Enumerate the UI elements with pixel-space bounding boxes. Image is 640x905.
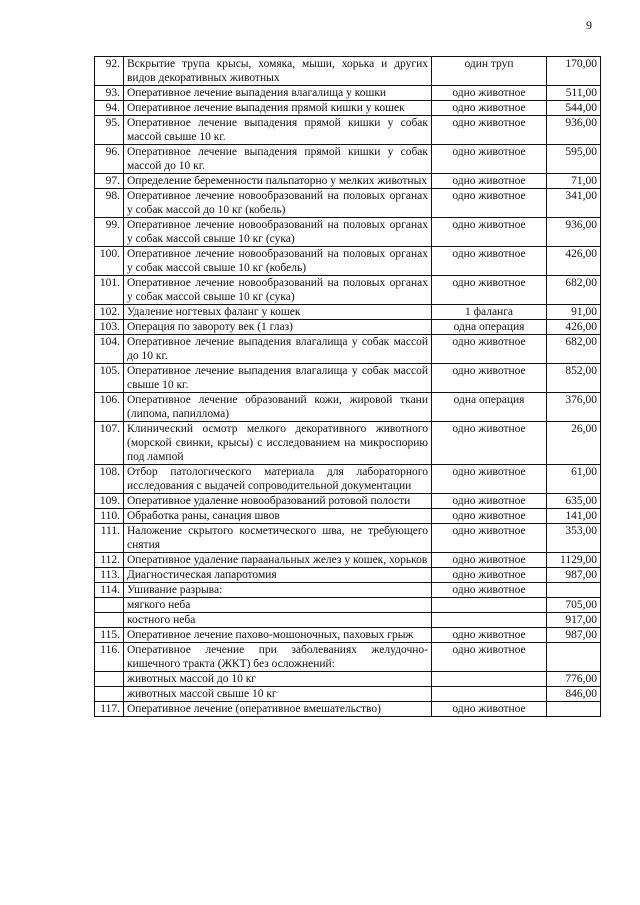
service-description: Оперативное лечение выпадения влагалища у собак массой до 10 кг. <box>124 335 432 364</box>
price-value: 141,00 <box>547 509 601 524</box>
unit-of-measure <box>432 613 547 628</box>
service-description: Оперативное лечение выпадения прямой кишки у собак массой свыше 10 кг. <box>124 116 432 145</box>
table-row <box>95 86 601 101</box>
service-description: Оперативное удаление параанальных желез у кошек, хорьков <box>124 553 432 568</box>
service-description: Диагностическая лапаротомия <box>124 568 432 583</box>
service-description: костного неба <box>124 613 432 628</box>
service-description: Ушивание разрыва: <box>124 583 432 598</box>
service-description: Оперативное лечение (оперативное вмешательство) <box>124 702 432 717</box>
table-row <box>95 320 601 335</box>
price-value: 544,00 <box>547 101 601 116</box>
service-description: Оперативное лечение выпадения влагалища у собак массой свыше 10 кг. <box>124 364 432 393</box>
service-description: Оперативное лечение новообразований на половых органах у собак массой свыше 10 кг (сука) <box>124 218 432 247</box>
service-description: Оперативное лечение выпадения прямой кишки у кошек <box>124 101 432 116</box>
service-description: Оперативное лечение при заболеваниях желудочно-кишечного тракта (ЖКТ) без осложнений: <box>124 643 432 672</box>
price-value: 987,00 <box>547 568 601 583</box>
row-number <box>95 613 124 628</box>
unit-of-measure: одно животное <box>432 335 547 364</box>
price-value: 426,00 <box>547 247 601 276</box>
price-value: 71,00 <box>547 174 601 189</box>
unit-of-measure: одно животное <box>432 101 547 116</box>
table-row <box>95 189 601 218</box>
unit-of-measure: одно животное <box>432 86 547 101</box>
unit-of-measure: одно животное <box>432 189 547 218</box>
table-row <box>95 568 601 583</box>
service-description: Клинический осмотр мелкого декоративного животного (морской свинки, крысы) с исследованием на микроспорию под лампой <box>124 422 432 465</box>
service-description: Наложение скрытого косметического шва, не требующего снятия <box>124 524 432 553</box>
table-row <box>95 57 601 86</box>
row-number <box>95 687 124 702</box>
row-number: 93. <box>95 86 124 101</box>
unit-of-measure: одно животное <box>432 628 547 643</box>
price-value: 170,00 <box>547 57 601 86</box>
price-value <box>547 702 601 717</box>
row-number: 104. <box>95 335 124 364</box>
table-row <box>95 247 601 276</box>
row-number: 113. <box>95 568 124 583</box>
price-value: 353,00 <box>547 524 601 553</box>
service-description: Оперативное лечение новообразований на половых органах у собак массой свыше 10 кг (кобель) <box>124 247 432 276</box>
price-value <box>547 643 601 672</box>
unit-of-measure: одно животное <box>432 702 547 717</box>
unit-of-measure: одно животное <box>432 422 547 465</box>
price-value: 61,00 <box>547 465 601 494</box>
unit-of-measure: одно животное <box>432 509 547 524</box>
service-description: мягкого неба <box>124 598 432 613</box>
table-row <box>95 553 601 568</box>
row-number: 102. <box>95 305 124 320</box>
table-row <box>95 145 601 174</box>
row-number: 94. <box>95 101 124 116</box>
table-row <box>95 465 601 494</box>
service-description: Оперативное удаление новообразований ротовой полости <box>124 494 432 509</box>
row-number: 106. <box>95 393 124 422</box>
row-number: 101. <box>95 276 124 305</box>
row-number: 112. <box>95 553 124 568</box>
unit-of-measure: одно животное <box>432 364 547 393</box>
price-value: 341,00 <box>547 189 601 218</box>
row-number: 114. <box>95 583 124 598</box>
row-number: 105. <box>95 364 124 393</box>
price-value: 846,00 <box>547 687 601 702</box>
table-row <box>95 613 601 628</box>
price-value: 1129,00 <box>547 553 601 568</box>
price-value: 852,00 <box>547 364 601 393</box>
price-value: 987,00 <box>547 628 601 643</box>
unit-of-measure: одно животное <box>432 145 547 174</box>
service-description: Удаление ногтевых фаланг у кошек <box>124 305 432 320</box>
row-number: 103. <box>95 320 124 335</box>
service-description: Оперативное лечение новообразований на половых органах у собак массой свыше 10 кг (сука) <box>124 276 432 305</box>
unit-of-measure: одно животное <box>432 568 547 583</box>
price-value: 91,00 <box>547 305 601 320</box>
unit-of-measure: один труп <box>432 57 547 86</box>
unit-of-measure: одно животное <box>432 174 547 189</box>
row-number: 100. <box>95 247 124 276</box>
unit-of-measure: одно животное <box>432 465 547 494</box>
unit-of-measure: одно животное <box>432 524 547 553</box>
table-row <box>95 101 601 116</box>
row-number: 96. <box>95 145 124 174</box>
table-row <box>95 643 601 672</box>
unit-of-measure: одно животное <box>432 583 547 598</box>
row-number: 98. <box>95 189 124 218</box>
table-row <box>95 509 601 524</box>
price-value <box>547 583 601 598</box>
row-number <box>95 672 124 687</box>
table-row <box>95 598 601 613</box>
price-value: 376,00 <box>547 393 601 422</box>
price-value: 776,00 <box>547 672 601 687</box>
row-number: 111. <box>95 524 124 553</box>
service-description: животных массой до 10 кг <box>124 672 432 687</box>
price-value: 682,00 <box>547 276 601 305</box>
table-row <box>95 174 601 189</box>
price-value: 682,00 <box>547 335 601 364</box>
price-value: 936,00 <box>547 218 601 247</box>
table-row <box>95 364 601 393</box>
table-row <box>95 335 601 364</box>
row-number <box>95 598 124 613</box>
unit-of-measure: одно животное <box>432 276 547 305</box>
table-row <box>95 393 601 422</box>
unit-of-measure: одно животное <box>432 494 547 509</box>
price-value: 635,00 <box>547 494 601 509</box>
table-row <box>95 494 601 509</box>
table-row <box>95 687 601 702</box>
price-list-body <box>95 57 601 717</box>
row-number: 107. <box>95 422 124 465</box>
table-row <box>95 628 601 643</box>
row-number: 109. <box>95 494 124 509</box>
unit-of-measure <box>432 687 547 702</box>
service-description: Оперативное лечение образований кожи, жировой ткани (липома, папиллома) <box>124 393 432 422</box>
row-number: 99. <box>95 218 124 247</box>
table-row <box>95 583 601 598</box>
row-number: 116. <box>95 643 124 672</box>
service-description: Обработка раны, санация швов <box>124 509 432 524</box>
row-number: 117. <box>95 702 124 717</box>
price-value: 917,00 <box>547 613 601 628</box>
table-row <box>95 116 601 145</box>
table-row <box>95 305 601 320</box>
service-description: Операция по завороту век (1 глаз) <box>124 320 432 335</box>
price-value: 595,00 <box>547 145 601 174</box>
service-description: Отбор патологического материала для лабораторного исследования с выдачей сопроводительной документации <box>124 465 432 494</box>
price-value: 936,00 <box>547 116 601 145</box>
price-value: 511,00 <box>547 86 601 101</box>
unit-of-measure: одно животное <box>432 218 547 247</box>
unit-of-measure: 1 фаланга <box>432 305 547 320</box>
page-number: 9 <box>586 18 592 32</box>
table-row <box>95 276 601 305</box>
price-value: 26,00 <box>547 422 601 465</box>
row-number: 108. <box>95 465 124 494</box>
unit-of-measure: одна операция <box>432 393 547 422</box>
row-number: 95. <box>95 116 124 145</box>
unit-of-measure: одно животное <box>432 553 547 568</box>
table-row <box>95 672 601 687</box>
service-description: Оперативное лечение новообразований на половых органах у собак массой до 10 кг (кобель) <box>124 189 432 218</box>
table-row <box>95 422 601 465</box>
row-number: 110. <box>95 509 124 524</box>
table-row <box>95 702 601 717</box>
table-row <box>95 524 601 553</box>
price-value: 705,00 <box>547 598 601 613</box>
row-number: 97. <box>95 174 124 189</box>
service-description: животных массой свыше 10 кг <box>124 687 432 702</box>
unit-of-measure <box>432 672 547 687</box>
unit-of-measure: одно животное <box>432 643 547 672</box>
unit-of-measure <box>432 598 547 613</box>
service-description: Оперативное лечение выпадения прямой кишки у собак массой до 10 кг. <box>124 145 432 174</box>
price-value: 426,00 <box>547 320 601 335</box>
row-number: 115. <box>95 628 124 643</box>
table-row <box>95 218 601 247</box>
price-list-table <box>94 56 601 717</box>
service-description: Оперативное лечение пахово-мошоночных, паховых грыж <box>124 628 432 643</box>
service-description: Определение беременности пальпаторно у мелких животных <box>124 174 432 189</box>
unit-of-measure: одно животное <box>432 116 547 145</box>
row-number: 92. <box>95 57 124 86</box>
service-description: Оперативное лечение выпадения влагалища у кошки <box>124 86 432 101</box>
unit-of-measure: одна операция <box>432 320 547 335</box>
unit-of-measure: одно животное <box>432 247 547 276</box>
service-description: Вскрытие трупа крысы, хомяка, мыши, хорька и других видов декоративных животных <box>124 57 432 86</box>
